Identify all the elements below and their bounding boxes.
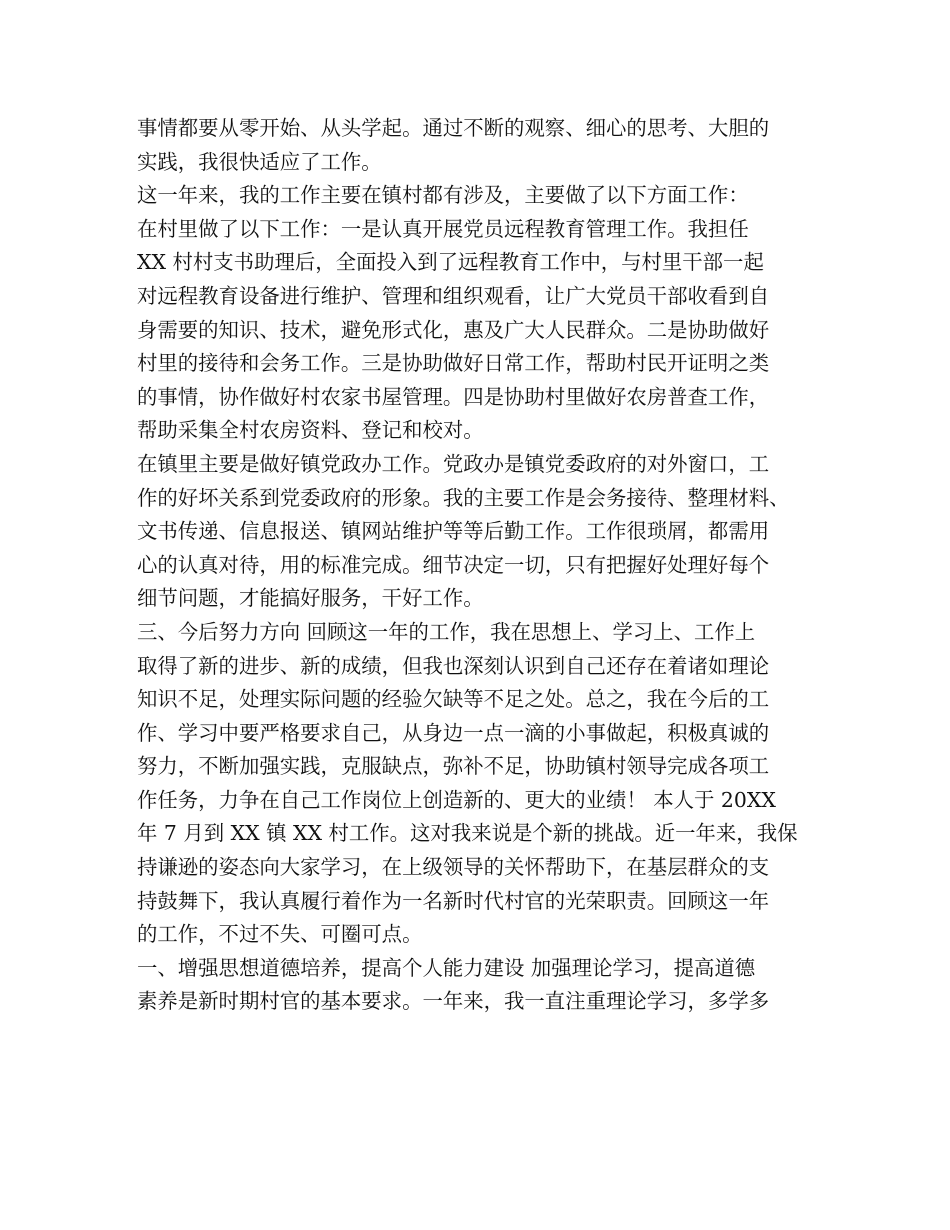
text-line: 取得了新的进步、新的成绩，但我也深刻认识到自己还存在着诸如理论 [137, 653, 770, 678]
paragraph-4 [137, 448, 827, 616]
document-body [137, 112, 827, 1019]
text-line: 作任务，力争在自己工作岗位上创造新的、更大的业绩！ 本人于 20XX [137, 787, 776, 812]
text-line: 村里的接待和会务工作。三是协助做好日常工作，帮助村民开证明之类 [137, 351, 770, 376]
paragraph-2 [137, 179, 827, 213]
text-line: 素养是新时期村官的基本要求。一年来，我一直注重理论学习，多学多 [137, 989, 770, 1014]
text-line: 实践，我很快适应了工作。 [137, 149, 382, 174]
text-line: 努力，不断加强实践，克服缺点，弥补不足，协助镇村领导完成各项工 [137, 754, 770, 779]
text-line: 的工作，不过不失、可圈可点。 [137, 922, 423, 947]
text-line: 的事情，协作做好村农家书屋管理。四是协助村里做好农房普查工作， [137, 384, 770, 409]
paragraph-5 [137, 616, 827, 952]
text-line: 细节问题，才能搞好服务，干好工作。 [137, 586, 484, 611]
text-line: 一、增强思想道德培养，提高个人能力建设 加强理论学习，提高道德 [137, 955, 756, 980]
text-line: 对远程教育设备进行维护、管理和组织观看，让广大党员干部收看到自 [137, 283, 770, 308]
text-line: 知识不足，处理实际问题的经验欠缺等不足之处。总之，我在今后的工 [137, 687, 770, 712]
text-line: 事情都要从零开始、从头学起。通过不断的观察、细心的思考、大胆的 [137, 116, 770, 140]
text-line: 在镇里主要是做好镇党政办工作。党政办是镇党委政府的对外窗口，工 [137, 451, 770, 476]
text-line: XX 村村支书助理后，全面投入到了远程教育工作中，与村里干部一起 [137, 250, 764, 275]
paragraph-6 [137, 952, 827, 1019]
text-line: 文书传递、信息报送、镇网站维护等等后勤工作。工作很琐屑，都需用 [137, 519, 770, 544]
text-line: 年 7 月到 XX 镇 XX 村工作。这对我来说是个新的挑战。近一年来，我保 [137, 821, 798, 846]
text-line: 作的好坏关系到党委政府的形象。我的主要工作是会务接待、整理材料、 [137, 485, 790, 510]
text-line: 帮助采集全村农房资料、登记和校对。 [137, 418, 484, 443]
text-line: 持鼓舞下，我认真履行着作为一名新时代村官的光荣职责。回顾这一年 [137, 888, 770, 913]
text-line: 持谦逊的姿态向大家学习，在上级领导的关怀帮助下，在基层群众的支 [137, 855, 770, 880]
text-line: 身需要的知识、技术，避免形式化，惠及广大人民群众。二是协助做好 [137, 317, 770, 342]
paragraph-1 [137, 112, 827, 179]
text-line: 心的认真对待，用的标准完成。细节决定一切，只有把握好处理好每个 [137, 552, 770, 577]
text-line: 在村里做了以下工作：一是认真开展党员远程教育管理工作。我担任 [137, 216, 749, 241]
text-line: 三、今后努力方向 回顾这一年的工作，我在思想上、学习上、工作上 [137, 619, 756, 644]
text-line: 这一年来，我的工作主要在镇村都有涉及，主要做了以下方面工作： [137, 183, 749, 208]
paragraph-3 [137, 213, 827, 448]
text-line: 作、学习中要严格要求自己，从身边一点一滴的小事做起，积极真诚的 [137, 720, 770, 745]
